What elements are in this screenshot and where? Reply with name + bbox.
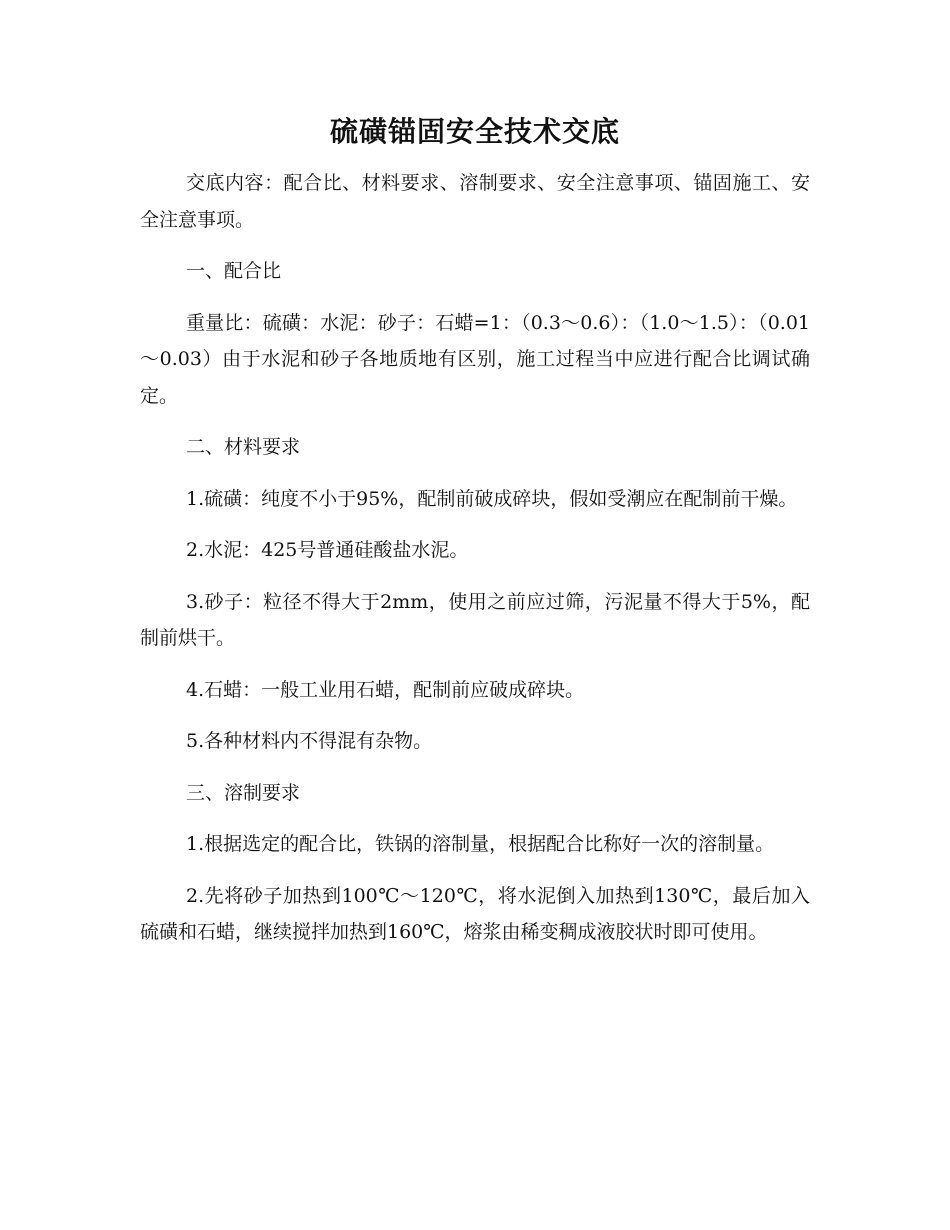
document-title: 硫磺锚固安全技术交底 — [329, 115, 620, 148]
section-heading-mix-ratio: 一、配合比 — [186, 260, 282, 282]
material-item-sulfur: 1.硫磺：纯度不小于95%，配制前破成碎块，假如受潮应在配制前干燥。 — [186, 487, 798, 510]
material-item-cement: 2.水泥：425号普通硅酸盐水泥。 — [186, 539, 469, 561]
material-item-paraffin: 4.石蜡：一般工业用石蜡，配制前应破成碎块。 — [186, 678, 585, 701]
mix-ratio-paragraph: 重量比：硫磺：水泥：砂子：石蜡=1：（0.3～0.6）：（1.0～1.5）：（0.01～0.03）由于水泥和砂子各地质地有区别，施工过程当中应进行配合比调试确定。 — [140, 311, 810, 407]
document-body — [140, 165, 810, 966]
section-heading-melting: 三、溶制要求 — [186, 781, 301, 804]
melting-step-1: 1.根据选定的配合比，铁锅的溶制量，根据配合比称好一次的溶制量。 — [186, 833, 775, 855]
section-heading-materials: 二、材料要求 — [186, 436, 301, 458]
melting-step-2: 2.先将砂子加热到100℃～120℃，将水泥倒入加热到130℃，最后加入硫磺和石蜡，继续搅拌加热到160℃，熔浆由稀变稠成液胶状时即可使用。 — [140, 884, 810, 943]
material-item-sand: 3.砂子：粒径不得大于2mm，使用之前应过筛，污泥量不得大于5%，配制前烘干。 — [140, 590, 810, 649]
material-item-no-impurities: 5.各种材料内不得混有杂物。 — [186, 730, 433, 752]
intro-paragraph: 交底内容：配合比、材料要求、溶制要求、安全注意事项、锚固施工、安全注意事项。 — [140, 172, 810, 231]
